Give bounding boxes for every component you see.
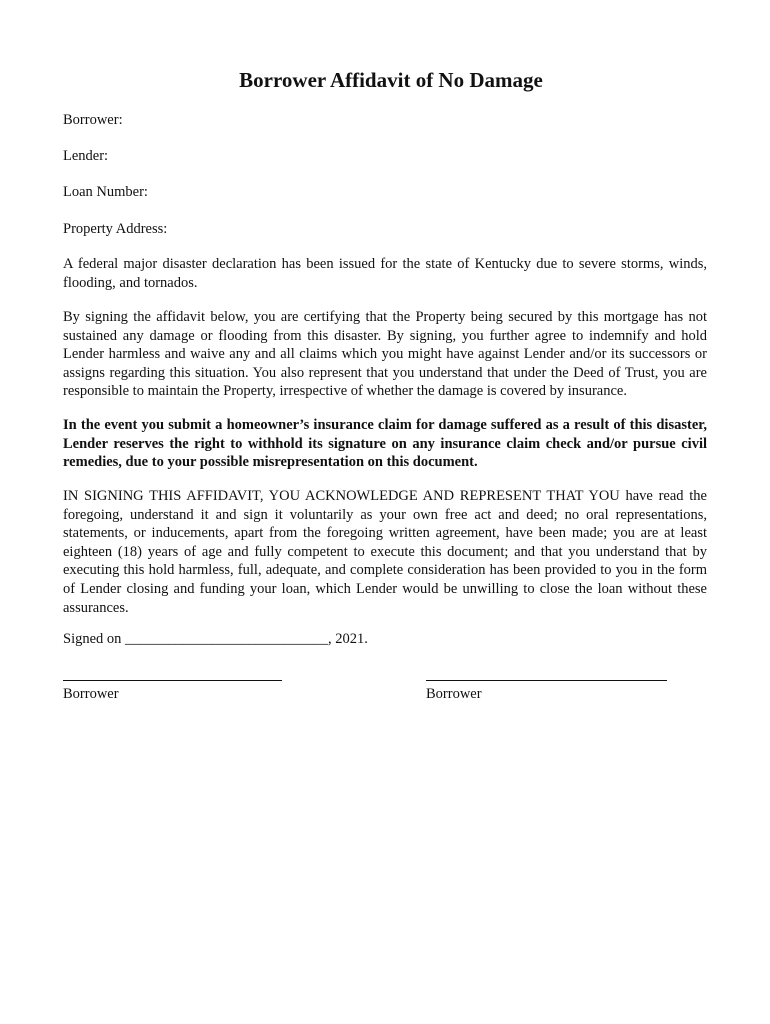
acknowledgement-paragraph: IN SIGNING THIS AFFIDAVIT, YOU ACKNOWLEDGE AND REPRESENT THAT YOU have read the foregoing, understand it and sign it voluntarily as your own free act and deed; no oral representations, statements, or inducements, apart from the foregoing written agreement, have been made; you are at least eighteen (18) years of age and fully competent to execute this document; and that you understand that by executing this hold harmless, full, adequate, and complete consideration has been provided to you in the form of Lender closing and funding your loan, which Lender would be unwilling to close the loan without these assurances. (63, 488, 707, 616)
document-title: Borrower Affidavit of No Damage (239, 68, 543, 92)
borrower-signature-label-right: Borrower (426, 686, 482, 702)
lender-field-label: Lender: (63, 148, 109, 164)
loan-number-field-label: Loan Number: (63, 184, 148, 200)
borrower-signature-line-left (63, 680, 282, 681)
property-address-field-label: Property Address: (63, 221, 168, 237)
disaster-declaration-paragraph: A federal major disaster declaration has been issued for the state of Kentucky due to severe storms, winds, flooding, and tornados. (63, 256, 707, 291)
borrower-field-label: Borrower: (63, 112, 123, 128)
signed-on-line: Signed on ____________________________, 2021. (63, 631, 368, 647)
insurance-claim-warning-paragraph: In the event you submit a homeowner’s insurance claim for damage suffered as a result of this disaster, Lender reserves the right to withhold its signature on any insurance claim check and/or pursue civil remedies, due to your possible misrepresentation on this document. (63, 417, 707, 471)
borrower-signature-label-left: Borrower (63, 686, 119, 702)
borrower-signature-line-right (426, 680, 667, 681)
certification-paragraph: By signing the affidavit below, you are certifying that the Property being secured by this mortgage has not sustained any damage or flooding from this disaster. By signing, you further agree to indemnify and hold Lender harmless and waive any and all claims which you might have against Lender and/or its successors or assigns regarding this situation. You also represent that you understand that under the Deed of Trust, you are responsible to maintain the Property, irrespective of whether the damage is covered by insurance. (63, 309, 707, 400)
